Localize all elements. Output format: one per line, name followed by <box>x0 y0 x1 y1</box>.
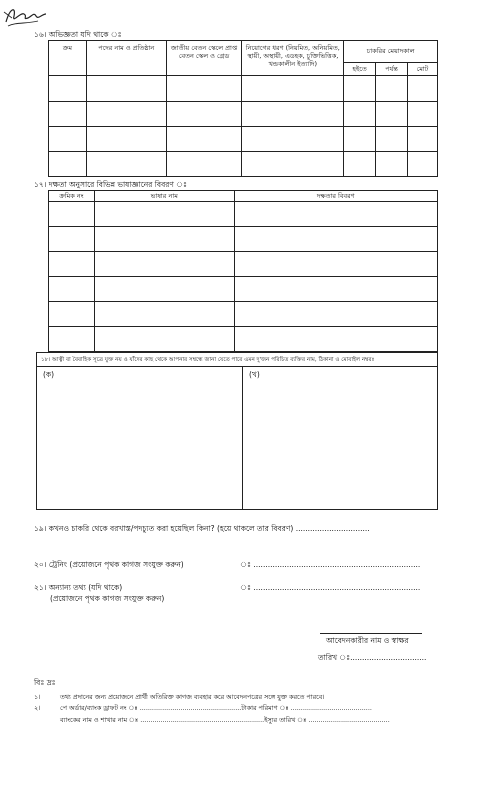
section-16-heading: ১৬। অভিজ্ঞতা যদি থাকে ঃ <box>34 30 122 39</box>
col-duration: চাকরির মেয়াদকাল <box>344 41 438 63</box>
table-row <box>49 102 438 127</box>
section-17-heading: ১৭। দক্ষতা অনুসারে বিভিন্ন ভাষাজ্ঞানের বিবরণ ঃ <box>34 180 188 189</box>
signature-label: আবেদনকারীর নাম ও স্বাক্ষর <box>326 636 409 645</box>
handwritten-signature <box>2 2 48 28</box>
section-19-text: ১৯। কখনও চাকরি থেকে বরখাস্ত/পদচ্যুত করা হয়েছিল কিনা? (হয়ে থাকলে তার বিবরণ) ............................... <box>34 524 370 533</box>
list-item: ব্যাংকের নাম ও শাখার নাম ঃ .............................................................ইস্যুর তারিখ ঃ ........................................ <box>60 716 390 724</box>
signature-date: তারিখ ঃ................................ <box>318 653 427 662</box>
reference-box <box>36 352 438 510</box>
notes-title: বিঃ দ্রঃ <box>34 678 56 687</box>
section-20-fill: ঃ ...................................................................... <box>240 560 421 569</box>
section-18-heading: ১৮। আত্নী বা বৈবাহিক সূত্রে যুক্ত নয় ও যাঁদের কাছ থেকে আপনার সম্বন্ধে জানা যেতে পারে এমন দু'জন পরিচিত ব্যক্তির নাম, ঠিকানা ও মোবাইল নম্বরঃ <box>41 357 375 363</box>
table-row <box>49 202 438 227</box>
table-row <box>49 252 438 277</box>
section-21-fill: ঃ ...................................................................... <box>240 583 421 592</box>
col-skill: দক্ষতার বিবরণ <box>234 191 437 202</box>
col-serial: ক্রম <box>49 41 87 76</box>
col-serial-no: ক্রমিক নং <box>49 191 95 202</box>
section-20-text: ২০। ট্রেনিং (প্রয়োজনে পৃথক কাগজ সংযুক্ত করুন) <box>34 560 184 569</box>
list-item: ২। পে অর্ডার/ব্যাংক ড্রাফট নং ঃ ..................................................টাকার পরিমাণ ঃ ........................................ <box>34 704 372 712</box>
table-row <box>49 127 438 152</box>
col-from: হইতে <box>344 63 376 76</box>
list-item: ১। তথ্য প্রদানের জন্য প্রয়োজনে প্রার্থী অতিরিক্ত কাগজ ব্যবহার করে আবেদনপত্রের সঙ্গে যুক্ত করতে পারবে। <box>34 693 325 701</box>
col-post: পদের নাম ও প্রতিষ্ঠান <box>86 41 166 76</box>
table-row <box>49 76 438 102</box>
table-row <box>49 152 438 177</box>
col-scale: জাতীয় বেতন স্কেলে প্রাপ্ত বেতন স্কেল ও গ্রেড <box>166 41 242 76</box>
table-row <box>49 302 438 327</box>
section-21-text: ২১। অন্যান্য তথ্য (যদি থাকে) <box>34 583 123 592</box>
section-21-subtext: (প্রয়োজনে পৃথক কাগজ সংযুক্ত করুন) <box>50 594 165 603</box>
table-row <box>49 227 438 252</box>
col-total: মোট <box>408 63 438 76</box>
col-language: ভাষার নাম <box>94 191 234 202</box>
reference-b-label: (খ) <box>249 370 260 379</box>
col-to: পর্যন্ত <box>376 63 408 76</box>
language-table <box>48 190 438 352</box>
experience-table <box>48 40 438 177</box>
reference-a-label: (ক) <box>43 370 55 379</box>
table-row <box>49 277 438 302</box>
col-type: নিয়োগের ধরণ (নিয়মিত, অনিয়মিত, স্থায়ী, অস্থায়ী, এডহক, চুক্তিভিত্তিক, খন্ডকালীন ইত্যাদি) <box>242 41 344 76</box>
signature-line <box>320 633 422 634</box>
table-row <box>49 327 438 352</box>
